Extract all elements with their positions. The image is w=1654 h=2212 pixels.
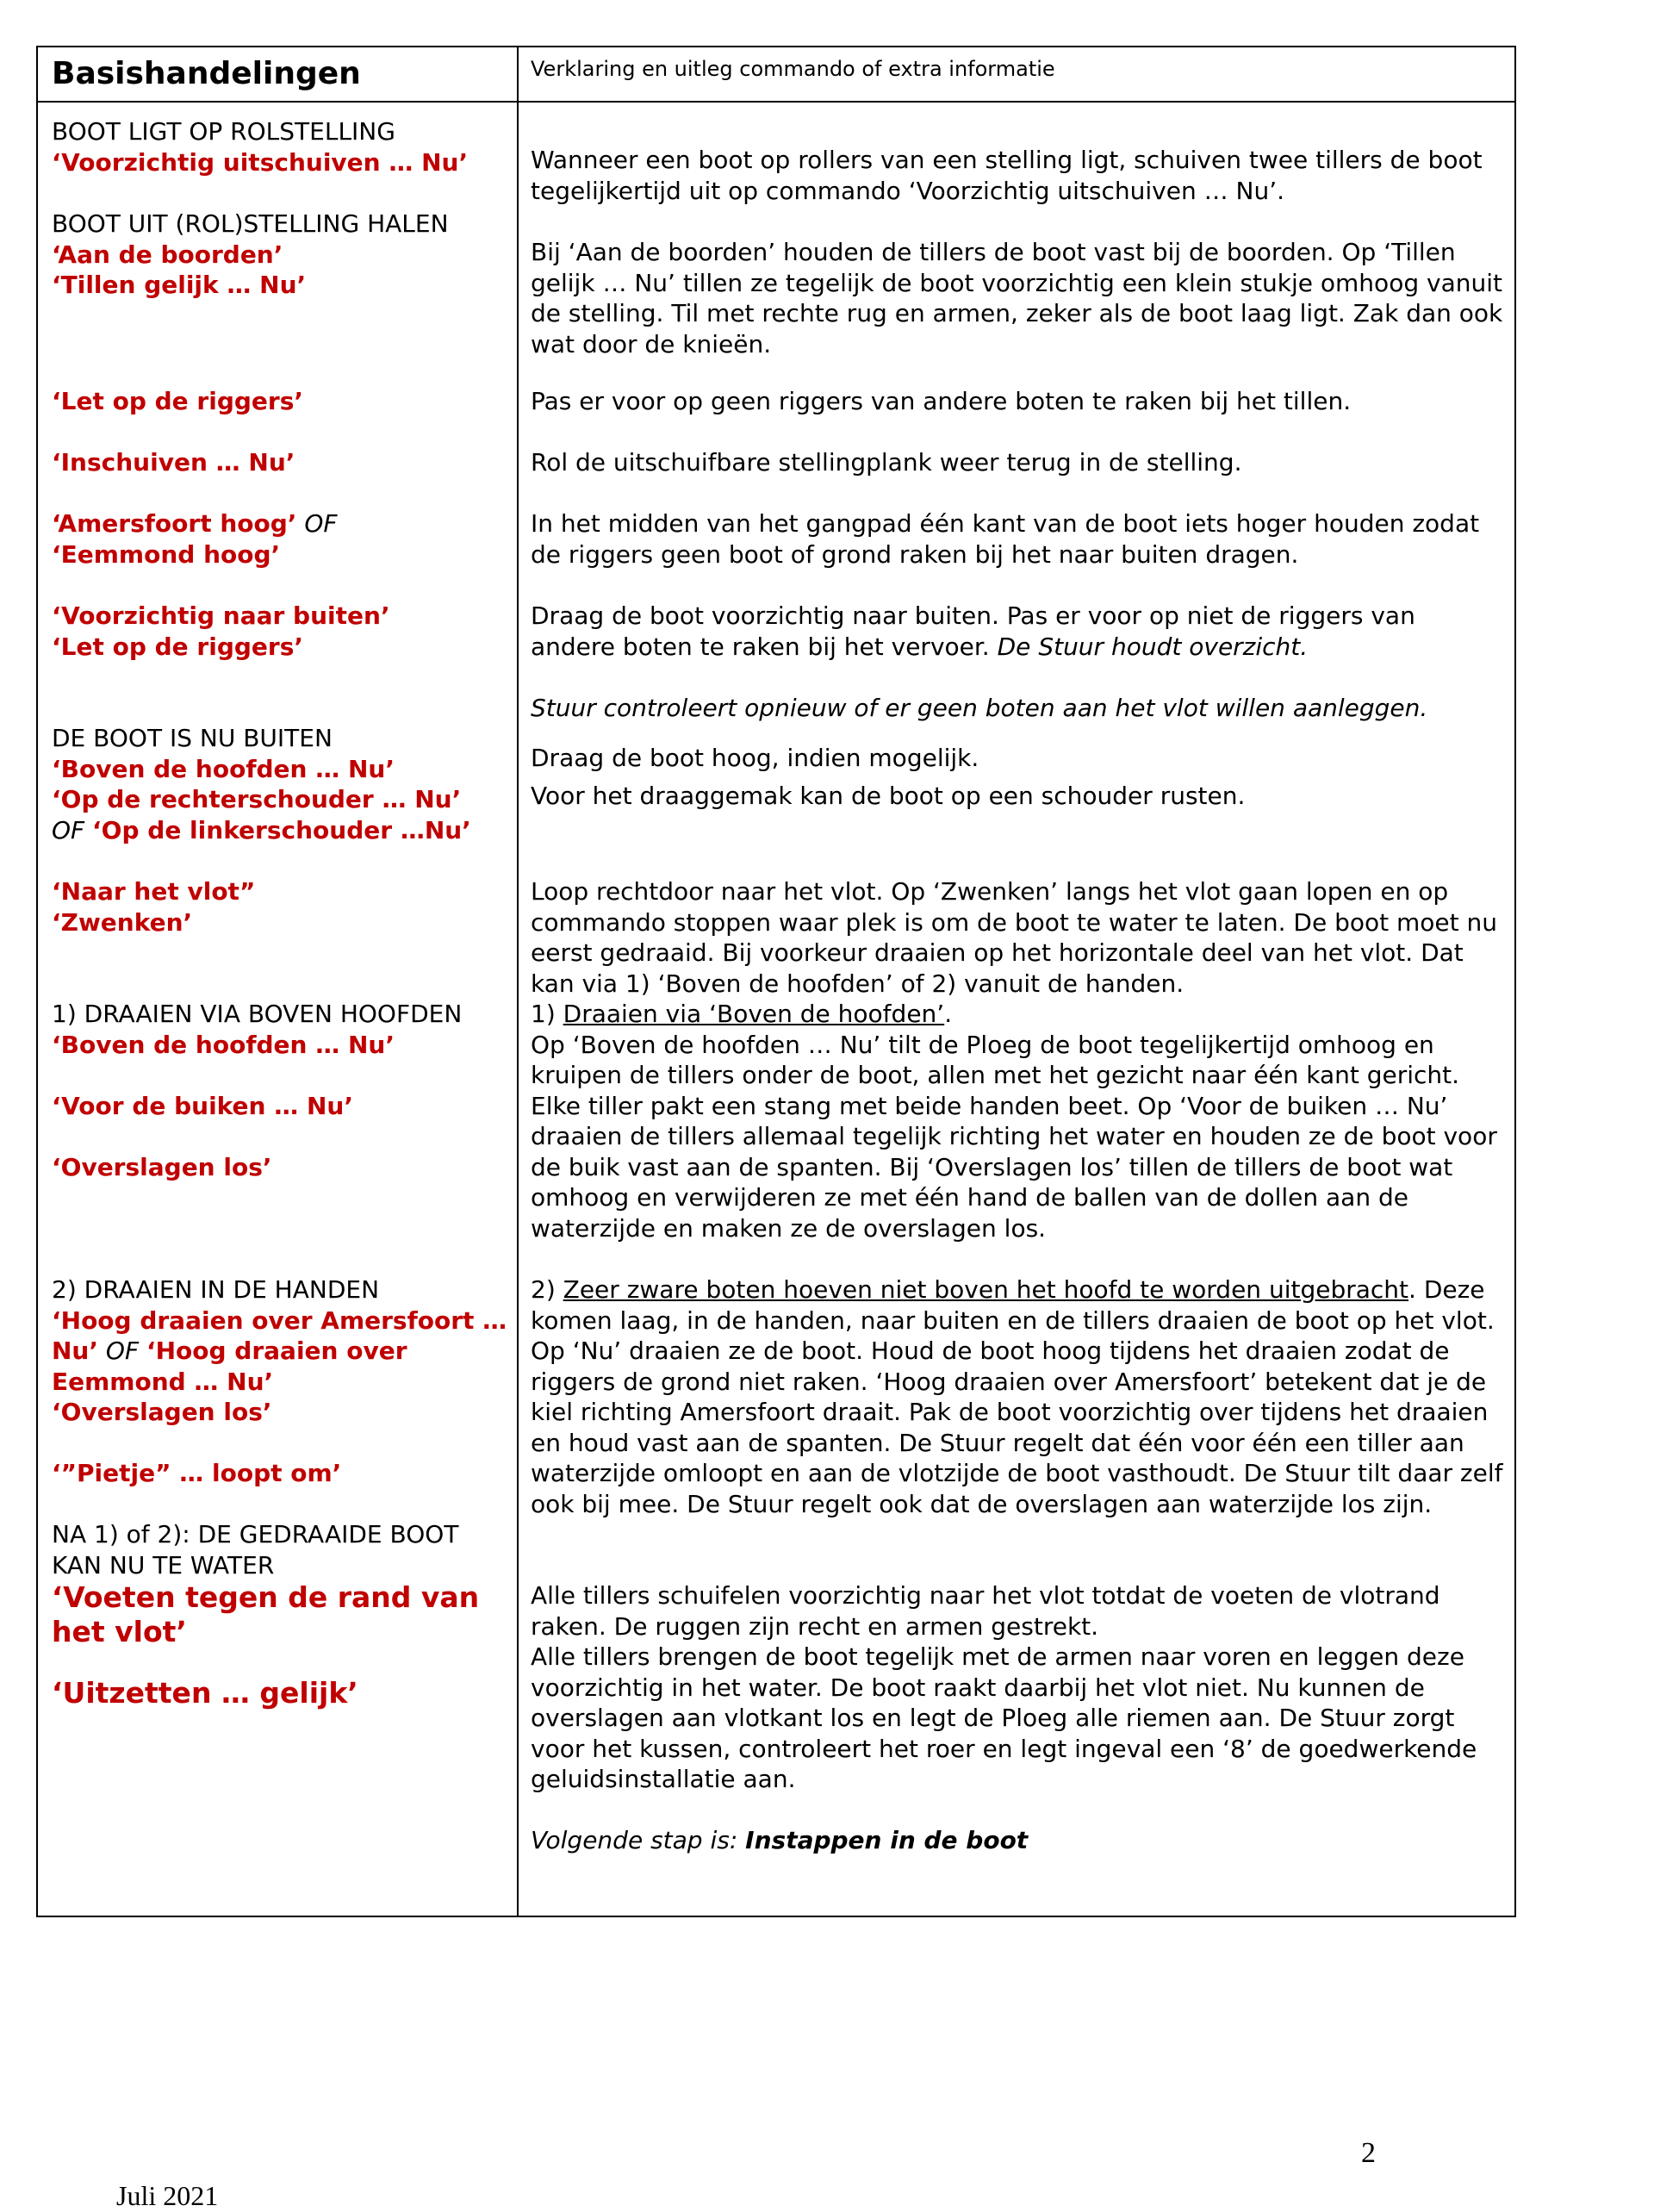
command: ‘Hoog draaien over Amersfoort … Nu’ xyxy=(52,1305,507,1365)
header-verklaring: Verklaring en uitleg commando of extra informatie xyxy=(531,57,1055,81)
section-heading: 2) DRAAIEN IN DE HANDEN xyxy=(52,1275,380,1304)
paragraph: Alle tillers schuifelen voorzichtig naar het vlot totdat de voeten de vlotrand raken. De ruggen zijn recht en armen gestrekt. xyxy=(531,1581,1440,1641)
command: ‘Voeten tegen de rand van het vlot’ xyxy=(52,1580,480,1648)
section-heading: 1) DRAAIEN VIA BOVEN HOOFDEN xyxy=(52,1000,463,1028)
command: ‘Uitzetten … gelijk’ xyxy=(52,1676,358,1710)
command: ‘Zwenken’ xyxy=(52,907,193,937)
command: ‘”Pietje” … loopt om’ xyxy=(52,1459,342,1487)
paragraph: Volgende stap is: Instappen in de boot xyxy=(531,1826,1029,1854)
paragraph: Pas er voor op geen riggers van andere boten te raken bij het tillen. xyxy=(531,387,1352,415)
block-vlot xyxy=(52,876,508,938)
paragraph: Voor het draaggemak kan de boot op een schouder rusten. xyxy=(531,782,1246,810)
section-heading: BOOT LIGT OP ROLSTELLING xyxy=(52,117,395,146)
commands-column xyxy=(52,47,508,1917)
paragraph: Wanneer een boot op rollers van een stelling ligt, schuiven twee tillers de boot tegelijkertijd uit op commando ‘Voorzichtig uitschuiven … Nu’. xyxy=(531,146,1483,205)
paragraph: Bij ‘Aan de boorden’ houden de tillers de boot vast bij de boorden. Op ‘Tillen gelijk … Nu’ tillen ze tegelijk de boot voorzichtig een klein stukje omhoog vanuit de stelling. Til met rechte rug en armen, zeker als de boot laag ligt. Zak dan ook wat door de knieën. xyxy=(531,238,1503,358)
block-naar-buiten xyxy=(52,601,508,662)
command: ‘Overslagen los’ xyxy=(52,1153,272,1181)
or-label: OF xyxy=(296,509,338,538)
or-label: OF xyxy=(98,1337,146,1365)
instruction-table xyxy=(36,46,1516,1917)
command: ‘Overslagen los’ xyxy=(52,1398,272,1426)
command: ‘Voor de buiken … Nu’ xyxy=(52,1092,353,1120)
section-heading: NA 1) of 2): DE GEDRAAIDE BOOT KAN NU TE WATER xyxy=(52,1520,459,1580)
block-hoog xyxy=(52,508,508,570)
command: ‘Boven de hoofden … Nu’ xyxy=(52,1030,395,1059)
command: ‘Aan de boorden’ xyxy=(52,240,283,269)
command: ‘Op de rechterschouder … Nu’ xyxy=(52,785,462,813)
block-buiten xyxy=(52,723,508,845)
block-draaien-hoofden xyxy=(52,999,508,1060)
block-rolstelling xyxy=(52,116,508,178)
command: ‘Let op de riggers’ xyxy=(52,387,304,415)
block-draaien-handen xyxy=(52,1274,508,1397)
block-stelling-halen xyxy=(52,209,508,301)
block-te-water xyxy=(52,1519,508,1649)
command: ‘Op de linkerschouder …Nu’ xyxy=(92,815,471,844)
command: ‘Tillen gelijk … Nu’ xyxy=(52,271,307,299)
paragraph: Draag de boot voorzichtig naar buiten. Pas er voor op niet de riggers van andere boten te raken bij het vervoer. De Stuur houdt overzicht. xyxy=(531,601,1415,661)
command: ‘Amersfoort hoog’ xyxy=(52,509,297,538)
command: ‘Boven de hoofden … Nu’ xyxy=(52,754,395,783)
command: ‘Let op de riggers’ xyxy=(52,632,304,661)
paragraph: 2) Zeer zware boten hoeven niet boven het hoofd te worden uitgebracht. Deze komen laag, in de handen, naar buiten en de tillers draaien de boot op het vlot. Op ‘Nu’ draaien ze de boot. Houd de boot hoog tijdens het draaien zodat de riggers de grond niet raken. ‘Hoog draaien over Amersfoort’ betekent dat je de kiel richting Amersfoort draait. Pak de boot voorzichtig over tijdens het draaien en houd vast aan de spanten. De Stuur regelt dat één voor één een tiller aan waterzijde omloopt en aan de vlotzijde de boot vasthoudt. De Stuur tilt daar zelf ook bij mee. De Stuur regelt ook dat de overslagen aan waterzijde los zijn. xyxy=(531,1275,1503,1518)
command: ‘Naar het vlot” xyxy=(52,877,256,906)
paragraph: Rol de uitschuifbare stellingplank weer terug in de stelling. xyxy=(531,448,1242,477)
footer-date: Juli 2021 xyxy=(116,2180,219,2211)
explanation-column xyxy=(531,47,1504,1917)
command: ‘Voorzichtig uitschuiven … Nu’ xyxy=(52,147,469,177)
paragraph: Stuur controleert opnieuw of er geen boten aan het vlot willen aanleggen. xyxy=(531,694,1428,722)
command: ‘Inschuiven … Nu’ xyxy=(52,448,295,477)
command: ‘Voorzichtig naar buiten’ xyxy=(52,601,390,630)
paragraph: Draag de boot hoog, indien mogelijk. xyxy=(531,744,979,772)
column-divider xyxy=(517,47,519,1916)
page-number: 2 xyxy=(1361,2137,1376,2169)
paragraph: Alle tillers brengen de boot tegelijk met de armen naar voren en leggen deze voorzichtig in het water. De boot raakt daarbij het vlot niet. Nu kunnen de overslagen aan vlotkant los en legt de Ploeg alle riemen aan. De Stuur zorgt voor het kussen, controleert het roer en legt ingeval een ‘8’ de goedwerkende geluidsinstallatie aan. xyxy=(531,1642,1477,1793)
section-heading: DE BOOT IS NU BUITEN xyxy=(52,724,333,752)
paragraph: Loop rechtdoor naar het vlot. Op ‘Zwenken’ langs het vlot gaan lopen en op commando stoppen waar plek is om de boot te water te laten. De boot moet nu eerst gedraaid. Bij voorkeur draaien op het horizontale deel van het vlot. Dat kan via 1) ‘Boven de hoofden’ of 2) vanuit de handen. 1) Draaien via ‘Boven de hoofden’. Op ‘Boven de hoofden … Nu’ tilt de Ploeg de boot tegelijkertijd omhoog en kruipen de tillers onder de boot, allen met het gezicht naar één kant gericht. Elke tiller pakt een stang met beide handen beet. Op ‘Voor de buiken … Nu’ draaien de tillers allemaal tegelijk richting het water en houden ze de boot voor de buik vast aan de spanten. Bij ‘Overslagen los’ tillen de tillers de boot wat omhoog en verwijderen ze met één hand de ballen van de dollen aan de waterzijde en maken ze de overslagen los. xyxy=(531,877,1497,1243)
paragraph: In het midden van het gangpad één kant van de boot iets hoger houden zodat de riggers geen boot of grond raken bij het naar buiten dragen. xyxy=(531,509,1480,569)
header-basishandelingen: Basishandelingen xyxy=(52,56,361,91)
section-heading: BOOT UIT (ROL)STELLING HALEN xyxy=(52,209,449,238)
command: ‘Eemmond hoog’ xyxy=(52,539,281,569)
or-label: OF xyxy=(52,815,93,844)
command: ‘Hoog draaien over Eemmond … Nu’ xyxy=(52,1337,407,1396)
